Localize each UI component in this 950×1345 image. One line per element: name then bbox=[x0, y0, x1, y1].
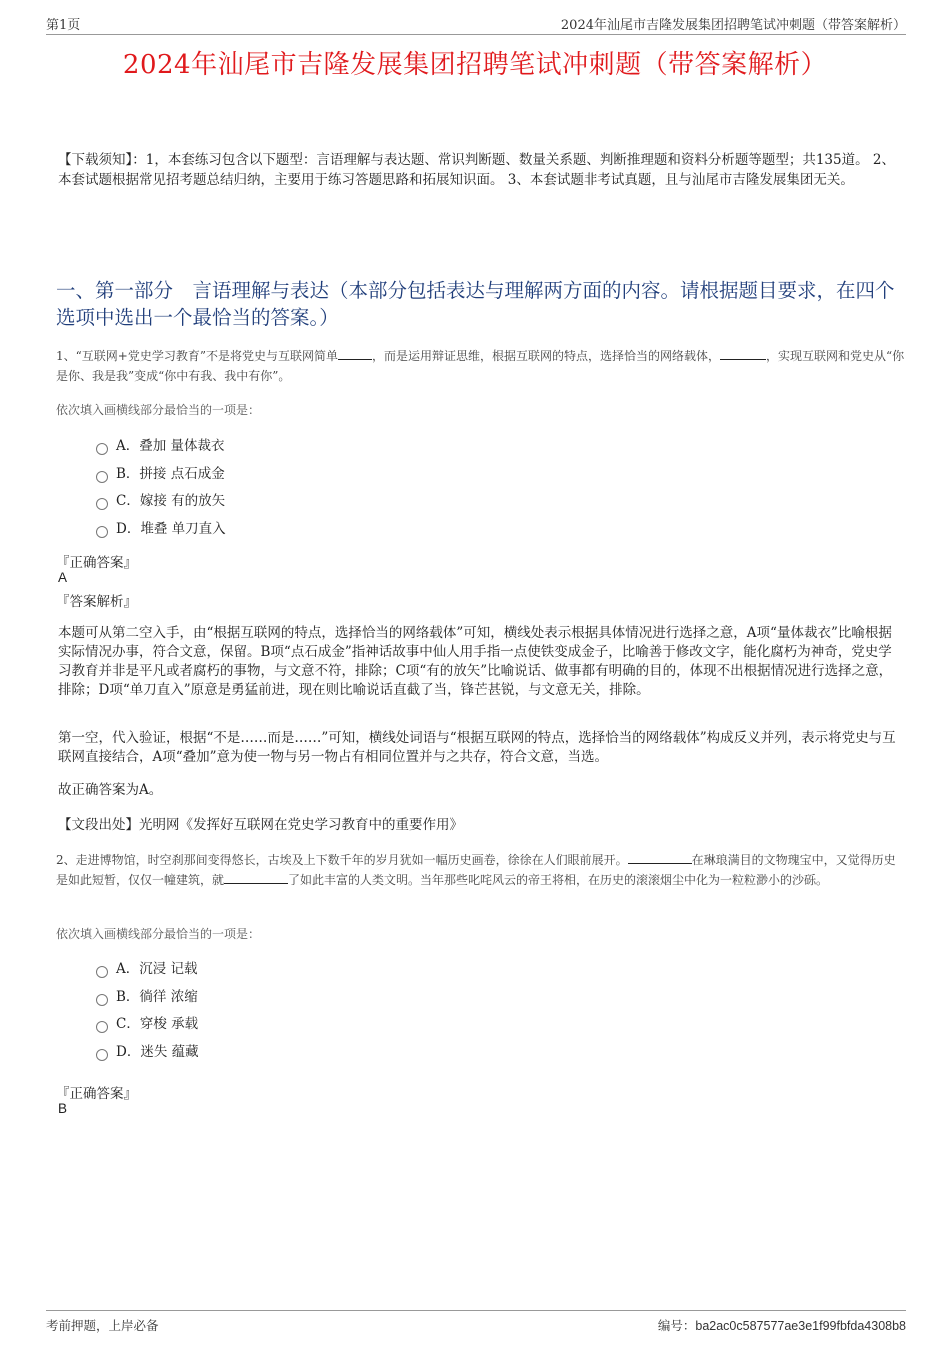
radio-icon[interactable] bbox=[96, 498, 108, 510]
q1-answer-label: 『正确答案』 bbox=[56, 555, 137, 571]
section-heading: 一、第一部分 言语理解与表达（本部分包括表达与理解两方面的内容。请根据题目要求，在四个选项中选出一个最恰当的答案。） bbox=[56, 279, 895, 329]
q1-option-b[interactable]: B．拼接 点石成金 bbox=[96, 464, 225, 484]
page-footer bbox=[46, 1310, 906, 1333]
q1-option-d[interactable]: D．堆叠 单刀直入 bbox=[96, 519, 226, 539]
radio-icon[interactable] bbox=[96, 471, 108, 483]
radio-icon[interactable] bbox=[96, 1021, 108, 1033]
page-header bbox=[46, 14, 906, 35]
radio-icon[interactable] bbox=[96, 526, 108, 538]
header-doc-title: 2024年汕尾市吉隆发展集团招聘笔试冲刺题（带答案解析） bbox=[560, 18, 906, 33]
q2-option-b[interactable]: B．徜徉 浓缩 bbox=[96, 987, 198, 1007]
blank-1 bbox=[628, 851, 692, 864]
q2-option-d[interactable]: D．迷失 蕴藏 bbox=[96, 1042, 199, 1062]
radio-icon[interactable] bbox=[96, 1049, 108, 1061]
footer-slogan: 考前押题，上岸必备 bbox=[46, 1318, 159, 1333]
blank-2 bbox=[720, 347, 766, 360]
q1-analysis-paragraph: 本题可从第二空入手，由“根据互联网的特点，选择恰当的网络载体”可知，横线处表示根据具体情况进行选择之意，A项“量体裁衣”比喻根据实际情况办事，符合文意，保留。B项“点石成金”指神话故事中仙人用手指一点使铁变成金子，比喻善于修改文字，能化腐朽为神奇，党史学习教育并非是平凡或者腐朽的事物，与文意不符，排除；C项“有的放矢”比喻说话、做事都有明确的目的，体现不出根据情况进行选择之意，排除；D项“单刀直入”原意是勇猛前进，现在则比喻说话直截了当，锋芒甚锐，与文意无关，排除。 bbox=[58, 625, 893, 698]
q1-analysis-label: 『答案解析』 bbox=[56, 594, 137, 610]
radio-icon[interactable] bbox=[96, 966, 108, 978]
radio-icon[interactable] bbox=[96, 994, 108, 1006]
blank-2 bbox=[224, 871, 288, 884]
q1-option-c[interactable]: C．嫁接 有的放矢 bbox=[96, 491, 225, 511]
q2-option-a[interactable]: A．沉浸 记载 bbox=[96, 959, 198, 979]
page-number: 第1页 bbox=[46, 18, 81, 33]
question-2-text: 2、走进博物馆，时空刹那间变得悠长，古埃及上下数千年的岁月犹如一幅历史画卷，徐徐在人们眼前展开。 在琳琅满目的文物瑰宝中，又觉得历史是如此短暂，仅仅一幢建筑，就 了如此丰富的人类文明。当年那些叱咤风云的帝王将相，在历史的滚滚烟尘中化为一粒粒渺小的沙砾。 bbox=[56, 853, 896, 887]
question-2-instruction: 依次填入画横线部分最恰当的一项是： bbox=[56, 927, 261, 941]
document-title: 2024年汕尾市吉隆发展集团招聘笔试冲刺题（带答案解析） bbox=[122, 50, 828, 80]
document-code: 编号：ba2ac0c587577ae3e1f99fbfda4308b8 bbox=[657, 1318, 906, 1333]
q1-source: 【文段出处】光明网《发挥好互联网在党史学习教育中的重要作用》 bbox=[58, 817, 463, 833]
download-notice: 【下载须知】：1，本套练习包含以下题型：言语理解与表达题、常识判断题、数量关系题、判断推理题和资料分析题等题型；共135道。 2、本套试题根据常见招考题总结归纳，主要用于练习答题思路和拓展知识面。 3、本套试题非考试真题，且与汕尾市吉隆发展集团无关。 bbox=[58, 152, 895, 188]
q1-answer: A bbox=[58, 570, 68, 585]
q2-answer: B bbox=[58, 1101, 68, 1116]
question-1-text: 1、“互联网+党史学习教育”不是将党史与互联网简单 ，而是运用辩证思维，根据互联网的特点，选择恰当的网络载体， ，实现互联网和党史从“你是你、我是我”变成“你中有我、我中有你”。 bbox=[56, 349, 905, 383]
question-1-instruction: 依次填入画横线部分最恰当的一项是： bbox=[56, 403, 261, 417]
blank-1 bbox=[338, 347, 372, 360]
radio-icon[interactable] bbox=[96, 443, 108, 455]
q1-conclusion: 故正确答案为A。 bbox=[58, 782, 163, 798]
q1-analysis-paragraph: 第一空，代入验证，根据“不是……而是……”可知，横线处词语与“根据互联网的特点，选择恰当的网络载体”构成反义并列，表示将党史与互联网直接结合，A项“叠加”意为使一物与另一物占有相同位置并与之共存，符合文意，当选。 bbox=[58, 730, 896, 765]
q2-option-c[interactable]: C．穿梭 承载 bbox=[96, 1014, 198, 1034]
q2-answer-label: 『正确答案』 bbox=[56, 1086, 137, 1102]
q1-option-a[interactable]: A．叠加 量体裁衣 bbox=[96, 436, 225, 456]
